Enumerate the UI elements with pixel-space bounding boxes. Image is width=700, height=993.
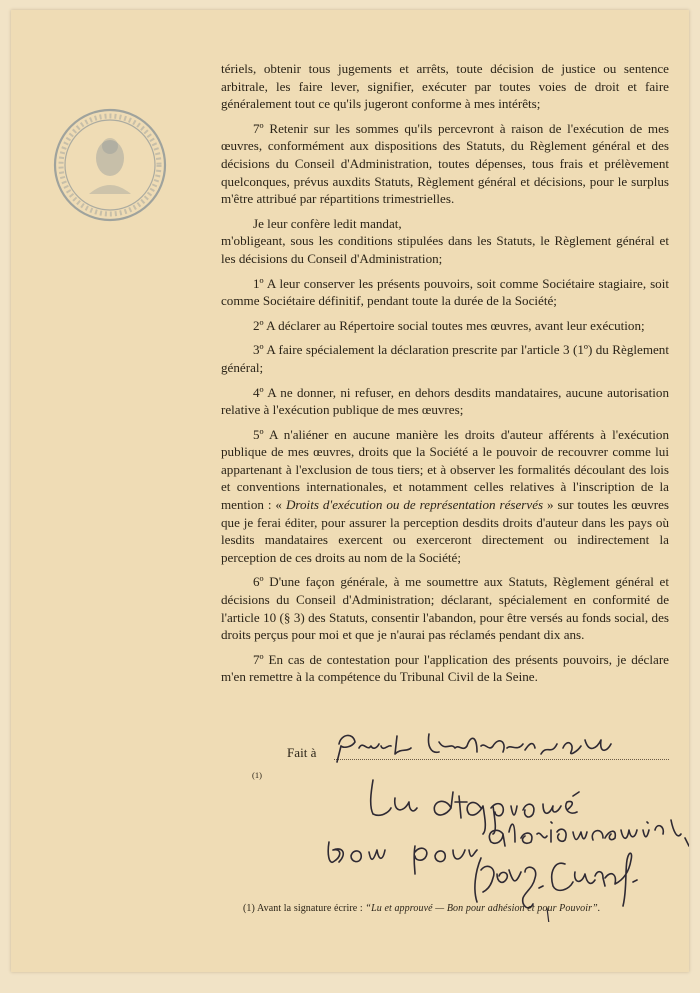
- paragraph-continuation: tériels, obtenir tous jugements et arrêts, toute décision de justice ou sentence arbitrale, les faire lever, signifier, exécuter par toutes voies de droit et faire généralement tout ce qu'ils jugeront conforme à mes intérêts;: [221, 61, 669, 112]
- rights-reserved-mention: Droits d'exécution ou de représentation réservés: [285, 497, 544, 513]
- paragraph-item-5-text: 5º A n'aliéner en aucune manière les droits d'auteur afférents à l'exécution publique de mes œuvres, droits que la Société a le pouvoir de recouvrer comme lui appartenant à l'exclusion de tous tiers; et à observer les formalités découlant des lois et conventions internationales, et notamment celles relatives à l'inscription de la mention : «: [221, 426, 669, 513]
- handwritten-approval-1: [371, 780, 579, 834]
- mandate-body-text: [221, 60, 669, 686]
- paragraph-7-retain-sums: 7º Retenir sur les sommes qu'ils percevront à raison de l'exécution de mes œuvres, conformément aux dispositions des Statuts, du Règlement général et des décisions du Conseil d'Administration, toutes dépenses, tous frais et prélèvement quelconques, prévus auxdits Statuts, Règlement général et décisions, pour le surplus m'être attribué par répartitions trimestrielles.: [221, 120, 669, 207]
- document-page: [11, 10, 689, 972]
- paragraph-item-5: [221, 426, 669, 567]
- footnote-marker: (1): [252, 770, 262, 780]
- seal-stamp-icon: [51, 106, 169, 224]
- footnote-prefix: (1) Avant la signature écrire :: [243, 903, 366, 914]
- handwritten-approval-2: [328, 820, 689, 874]
- paragraph-item-4: 4º A ne donner, ni refuser, en dehors desdits mandataires, aucune autorisation relative à l'exécution publique de mes œuvres;: [221, 384, 669, 418]
- paragraph-item-1: 1º A leur conserver les présents pouvoirs, soit comme Sociétaire stagiaire, soit comme Sociétaire définitif, pendant toute la durée de la Société;: [221, 275, 669, 309]
- handwritten-place-date: [337, 734, 611, 762]
- paragraph-item-2: 2º A déclarer au Répertoire social toutes mes œuvres, avant leur exécution;: [253, 317, 645, 333]
- footnote-quote: “Lu et approuvé — Bon pour adhésion et pour Pouvoir”.: [365, 903, 601, 914]
- paragraph-confer-mandate: Je leur confère ledit mandat,: [253, 215, 402, 231]
- paragraph-obligation: m'obligeant, sous les conditions stipulées dans les Statuts, le Règlement général et les décisions du Conseil d'Administration;: [221, 233, 669, 266]
- handwritten-signature-area: [311, 722, 689, 922]
- paragraph-item-3: 3º A faire spécialement la déclaration prescrite par l'article 3 (1º) du Règlement général;: [221, 342, 669, 375]
- handwritten-signature: [475, 853, 637, 908]
- paragraph-item-6: 6º D'une façon générale, à me soumettre aux Statuts, Règlement général et décisions du Conseil d'Administration; déclarant, spécialement en conformité de l'article 10 (§ 3) des Statuts, consentir l'abandon, pour être versés au fonds social, des droits perçus pour moi et que je n'aurai pas réclamés pendant dix ans.: [221, 574, 669, 643]
- footnote: [243, 903, 683, 914]
- paragraph-item-7: 7º En cas de contestation pour l'application des présents pouvoirs, je déclare m'en remettre à la compétence du Tribunal Civil de la Seine.: [221, 651, 669, 685]
- paragraph-item-5-text-end: » sur toutes les œuvres que je ferai éditer, pour assurer la perception desdits droits d'auteur dans les pays où lesdits mandataires exercent ou exerceront directement ou indirectement la perception de ces droits au nom de la Société;: [221, 497, 670, 565]
- fait-a-label: Fait à: [287, 745, 317, 760]
